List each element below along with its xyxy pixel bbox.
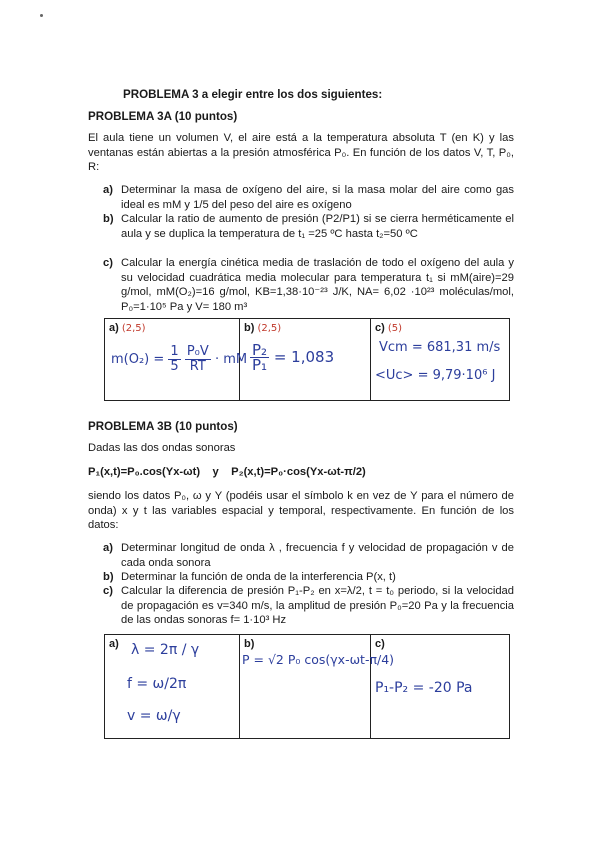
points: (2,5) xyxy=(121,323,146,334)
answer-cell-a xyxy=(105,319,248,401)
cell-label: a) xyxy=(109,638,119,650)
denominator: 5 xyxy=(170,359,179,374)
item-text: Determinar longitud de onda λ , frecuencia f y velocidad de propagación v de cada onda sonora xyxy=(121,542,514,569)
answer-table-b xyxy=(104,634,510,739)
fraction xyxy=(250,343,269,372)
item-text: Calcular la energía cinética media de traslación de todo el oxígeno del aula y su velocidad cuadrática media molecular para temperatura t₁ si mM(aire)=29 g/mol, mM(O₂)=16 g/mol, KB=1,38·10⁻²³ J/K, NA= 6,02 ·10²³ moléculas/mol, P₀=1·10⁵ Pa y V= 180 m³ xyxy=(121,257,514,313)
answer-cell-a xyxy=(105,635,240,739)
cell-label: c) xyxy=(375,322,385,334)
cell-label: b) xyxy=(244,638,255,650)
item-text: Calcular la ratio de aumento de presión (P2/P1) si se cierra herméticamente el aula y se duplica la temperatura de t₁ =25 ºC hasta t₂=50 ºC xyxy=(121,213,514,240)
handwritten-line: P₁-P₂ = -20 Pa xyxy=(375,680,473,696)
item-text: Calcular la diferencia de presión P₁-P₂ en x=λ/2, t = t₀ periodo, si la velocidad de propagación es v=340 m/s, la amplitud de presión P₀=20 Pa y la frecuencia de las ondas sonoras f= 1·10³ Hz xyxy=(121,585,514,626)
fraction xyxy=(185,345,211,374)
item-text: Determinar la masa de oxígeno del aire, si la masa molar del aire como gas ideal es mM y 1/5 del peso del aire es oxígeno xyxy=(121,184,514,211)
problem-b-intro: Dadas las dos ondas sonoras xyxy=(88,442,236,454)
handwritten-line: f = ω/2π xyxy=(127,676,187,692)
cell-label: b) xyxy=(244,322,255,334)
handwritten-line: v = ω/γ xyxy=(127,708,181,724)
answer-cell-c xyxy=(371,319,510,401)
points: (5) xyxy=(387,323,403,334)
numerator: P₀V xyxy=(186,344,209,359)
formula-tail: · mM xyxy=(214,352,248,367)
fraction xyxy=(168,345,180,374)
handwritten-line: P = √2 P₀ cos(γx-ωt-π/4) xyxy=(242,652,395,667)
handwritten-line: Vcm = 681,31 m/s xyxy=(379,340,501,355)
problem-a-heading: PROBLEMA 3A (10 puntos) xyxy=(88,110,238,123)
wave-equations: P₁(x,t)=P₀.cos(Υx-ωt) y P₂(x,t)=P₀·cos(Υx-ωt-π/2) xyxy=(88,466,366,478)
main-heading: PROBLEMA 3 a elegir entre los dos siguientes: xyxy=(123,88,383,101)
item-label: a) xyxy=(103,184,113,196)
item-label: a) xyxy=(103,542,113,554)
problem-b-desc: siendo los datos P₀, ω y Υ (podéis usar el símbolo k en vez de Υ para el número de onda) x y t las variables espacial y temporal, respectivamente. En función de los datos: xyxy=(88,490,514,531)
item-label: c) xyxy=(103,585,113,597)
scan-speck xyxy=(40,14,43,17)
handwritten-line: λ = 2π / γ xyxy=(131,642,200,658)
answer-cell-b xyxy=(240,319,371,401)
item-text: Determinar la función de onda de la interferencia P(x, t) xyxy=(121,571,396,583)
handwritten-formula xyxy=(250,343,334,372)
denominator: P₁ xyxy=(252,356,268,374)
handwritten-line: <Uc> = 9,79·10⁶ J xyxy=(375,368,496,383)
numerator: P₂ xyxy=(252,341,268,359)
formula-lhs: m(O₂) = xyxy=(111,352,165,367)
problem-b-heading: PROBLEMA 3B (10 puntos) xyxy=(88,420,238,433)
answer-cell-b xyxy=(240,635,395,739)
cell-label: a) xyxy=(109,322,119,334)
formula-result: = 1,083 xyxy=(273,348,335,366)
answer-cell-c xyxy=(371,635,510,739)
points: (2,5) xyxy=(257,323,282,334)
item-label: b) xyxy=(103,213,114,225)
item-label: b) xyxy=(103,571,114,583)
numerator: 1 xyxy=(170,344,179,359)
answer-table-a xyxy=(104,318,510,401)
cell-label: c) xyxy=(375,638,385,650)
handwritten-formula xyxy=(111,345,247,374)
problem-a-intro: El aula tiene un volumen V, el aire está a la temperatura absoluta T (en K) y las ventanas están abiertas a la presión atmosférica P₀. En función de los datos V, T, P₀, R: xyxy=(88,132,514,173)
denominator: RT xyxy=(189,359,206,374)
item-label: c) xyxy=(103,257,113,269)
